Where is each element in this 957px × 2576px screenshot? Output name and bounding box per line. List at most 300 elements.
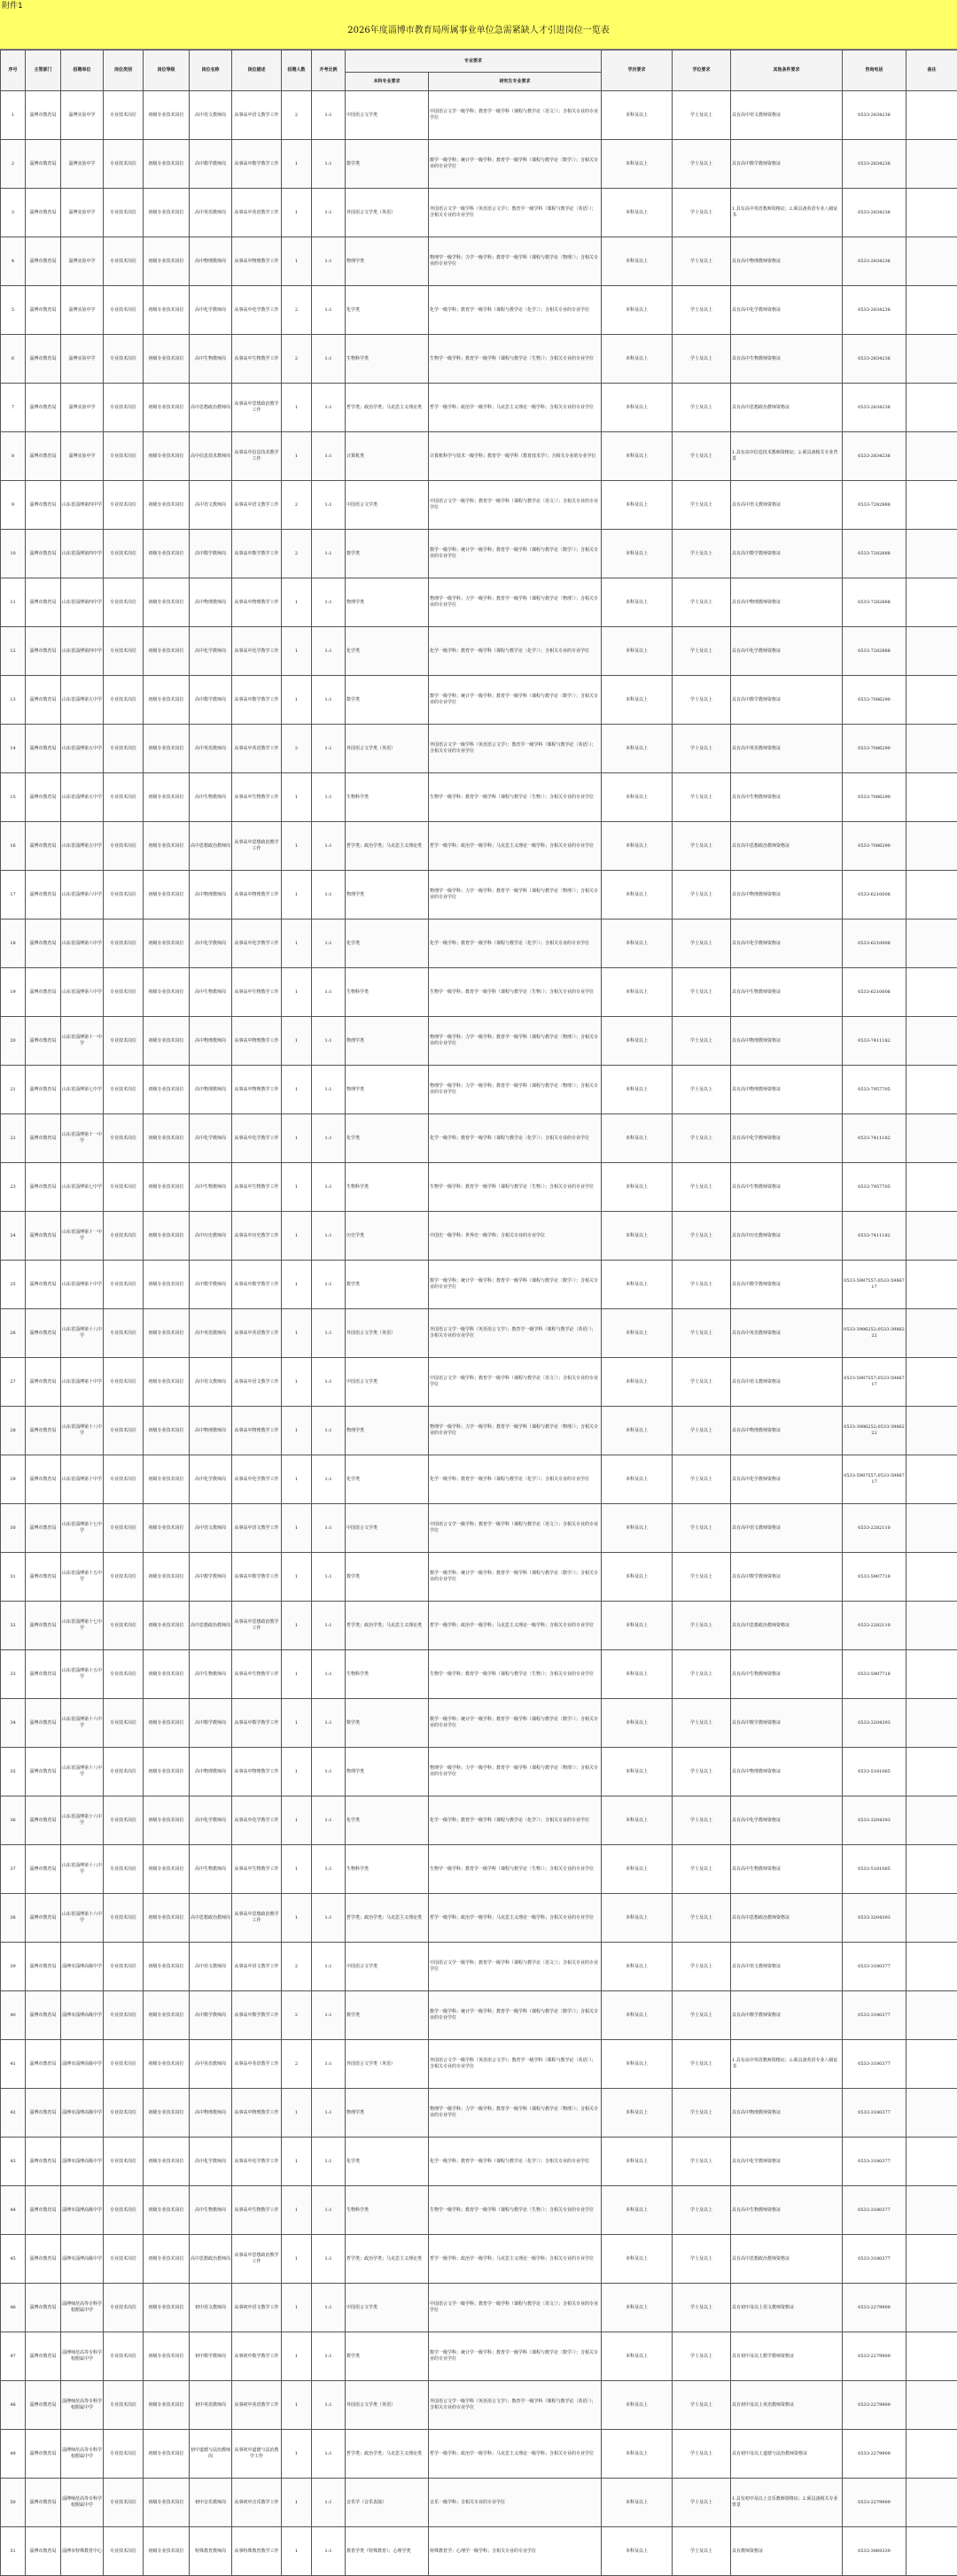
- cell-level: 初级专业技术岗位: [144, 578, 190, 627]
- cell-deg-req: 学士及以上: [673, 189, 731, 237]
- cell-grad-req: 外国语言文学一级学科（英语语言文学）；教育学一级学科（课程与教学论〔英语〕）；含相关专业的专业学位: [429, 1309, 602, 1358]
- cell-note: [906, 1748, 957, 1796]
- cell-note: [906, 627, 957, 676]
- cell-degree: 本科及以上: [602, 1699, 673, 1748]
- cell-other: 具有高中历史教师资格证: [731, 1212, 843, 1261]
- cell-major-dir: 生物科学类: [346, 968, 429, 1017]
- cell-post-name: 高中物理教师岗: [190, 1017, 232, 1066]
- cell-unit: 山东省淄博第六中学: [61, 968, 104, 1017]
- cell-dept: 淄博市教育局: [26, 1163, 61, 1212]
- cell-count: 1: [282, 2186, 312, 2235]
- cell-phone: 0533-3180377: [843, 1943, 906, 1991]
- cell-other: 具有高中物理教师资格证: [731, 871, 843, 919]
- cell-level: 初级专业技术岗位: [144, 2381, 190, 2430]
- cell-other: 具有高中物理教师资格证: [731, 1017, 843, 1066]
- cell-deg-req: 学士及以上: [673, 1991, 731, 2040]
- cell-note: [906, 1504, 957, 1553]
- cell-ratio: 1:1: [312, 1553, 346, 1602]
- cell-degree: 本科及以上: [602, 2430, 673, 2479]
- cell-category: 专业技术岗位: [104, 1894, 144, 1943]
- cell-deg-req: 学士及以上: [673, 530, 731, 578]
- cell-grad-req: 哲学一级学科；政治学一级学科；马克思主义理论一级学科；含相关专业的专业学位: [429, 1894, 602, 1943]
- cell-other: 具有高中生物教师资格证: [731, 1163, 843, 1212]
- cell-count: 2: [282, 481, 312, 530]
- cell-level: 初级专业技术岗位: [144, 1943, 190, 1991]
- cell-count: 1: [282, 140, 312, 189]
- cell-degree: 本科及以上: [602, 2138, 673, 2186]
- cell-note: [906, 481, 957, 530]
- cell-grad-req: 物理学一级学科；力学一级学科；教育学一级学科（课程与教学论〔物理〕）；含相关专业的专业学位: [429, 1748, 602, 1796]
- cell-seq: 6: [1, 335, 26, 384]
- cell-deg-req: 学士及以上: [673, 1309, 731, 1358]
- cell-note: [906, 530, 957, 578]
- cell-note: [906, 1407, 957, 1455]
- cell-level: 初级专业技术岗位: [144, 2284, 190, 2332]
- cell-note: [906, 91, 957, 140]
- cell-count: 1: [282, 676, 312, 725]
- cell-unit: 山东省淄博第十中学: [61, 1455, 104, 1504]
- cell-ratio: 1:1: [312, 1358, 346, 1407]
- cell-category: 专业技术岗位: [104, 2040, 144, 2089]
- cell-dept: 淄博市教育局: [26, 2430, 61, 2479]
- cell-note: [906, 2040, 957, 2089]
- cell-count: 1: [282, 2527, 312, 2576]
- table-row: [1, 2040, 957, 2089]
- cell-level: 初级专业技术岗位: [144, 2430, 190, 2479]
- cell-seq: 41: [1, 2040, 26, 2089]
- cell-deg-req: 学士及以上: [673, 773, 731, 822]
- cell-dept: 淄博市教育局: [26, 1894, 61, 1943]
- cell-category: 专业技术岗位: [104, 968, 144, 1017]
- cell-unit: 淄博市淄博高级中学: [61, 1943, 104, 1991]
- cell-category: 专业技术岗位: [104, 1212, 144, 1261]
- cell-unit: 山东省淄博第十一中学: [61, 1017, 104, 1066]
- cell-post-name: 高中物理教师岗: [190, 871, 232, 919]
- cell-major-dir: 物理学类: [346, 1748, 429, 1796]
- cell-ratio: 1:1: [312, 773, 346, 822]
- cell-level: 初级专业技术岗位: [144, 1261, 190, 1309]
- table-row: [1, 1309, 957, 1358]
- cell-count: 1: [282, 2235, 312, 2284]
- table-row: [1, 2089, 957, 2138]
- cell-level: 初级专业技术岗位: [144, 91, 190, 140]
- cell-dept: 淄博市教育局: [26, 1650, 61, 1699]
- cell-ratio: 1:1: [312, 2479, 346, 2527]
- cell-grad-req: 化学一级学科；教育学一级学科（课程与教学论〔化学〕）；含相关专业的专业学位: [429, 2138, 602, 2186]
- cell-deg-req: 学士及以上: [673, 1504, 731, 1553]
- cell-major-dir: 计算机类: [346, 432, 429, 481]
- table-row: [1, 2381, 957, 2430]
- cell-note: [906, 1163, 957, 1212]
- cell-major-dir: 数学类: [346, 140, 429, 189]
- cell-grad-req: 数学一级学科；统计学一级学科；教育学一级学科（课程与教学论〔数学〕）；含相关专业的专业学位: [429, 1991, 602, 2040]
- cell-phone: 0533-3986252;0533-3986222: [843, 1407, 906, 1455]
- cell-level: 初级专业技术岗位: [144, 286, 190, 335]
- cell-ratio: 1:1: [312, 1748, 346, 1796]
- cell-other: 具有高中生物教师资格证: [731, 335, 843, 384]
- cell-level: 初级专业技术岗位: [144, 2479, 190, 2527]
- cell-desc: 从事初中道德与法治教学工作: [232, 2430, 282, 2479]
- cell-seq: 20: [1, 1017, 26, 1066]
- cell-grad-req: 中国语言文学一级学科；教育学一级学科（课程与教学论〔语文〕）；含相关专业的专业学位: [429, 1504, 602, 1553]
- cell-note: [906, 1602, 957, 1650]
- cell-note: [906, 2479, 957, 2527]
- cell-seq: 34: [1, 1699, 26, 1748]
- cell-dept: 淄博市教育局: [26, 1943, 61, 1991]
- cell-desc: 从事高中思想政治教学工作: [232, 822, 282, 871]
- table-row: [1, 1455, 957, 1504]
- cell-phone: 0533-2834236: [843, 91, 906, 140]
- cell-unit: 山东省淄博第六中学: [61, 919, 104, 968]
- cell-ratio: 1:1: [312, 1212, 346, 1261]
- cell-note: [906, 773, 957, 822]
- cell-unit: 山东省淄博第四中学: [61, 530, 104, 578]
- cell-deg-req: 学士及以上: [673, 676, 731, 725]
- cell-seq: 42: [1, 2089, 26, 2138]
- cell-unit: 淄博实验中学: [61, 237, 104, 286]
- cell-note: [906, 2235, 957, 2284]
- cell-dept: 淄博市教育局: [26, 2089, 61, 2138]
- cell-major-dir: 数学类: [346, 1553, 429, 1602]
- cell-ratio: 1:1: [312, 1894, 346, 1943]
- cell-deg-req: 学士及以上: [673, 822, 731, 871]
- cell-seq: 5: [1, 286, 26, 335]
- cell-seq: 39: [1, 1943, 26, 1991]
- cell-seq: 35: [1, 1748, 26, 1796]
- cell-dept: 淄博市教育局: [26, 140, 61, 189]
- cell-note: [906, 189, 957, 237]
- cell-desc: 从事高中信息技术教学工作: [232, 432, 282, 481]
- cell-other: 具有高中生物教师资格证: [731, 773, 843, 822]
- cell-grad-req: 物理学一级学科；力学一级学科；教育学一级学科（课程与教学论〔物理〕）；含相关专业的专业学位: [429, 1017, 602, 1066]
- cell-category: 专业技术岗位: [104, 1017, 144, 1066]
- cell-other: 具有高中英语教师资格证: [731, 1309, 843, 1358]
- cell-desc: 从事特殊教育教学工作: [232, 2527, 282, 2576]
- cell-count: 1: [282, 1602, 312, 1650]
- cell-other: 具有高中数学教师资格证: [731, 1699, 843, 1748]
- cell-major-dir: 外国语言文学类（英语）: [346, 2381, 429, 2430]
- cell-seq: 44: [1, 2186, 26, 2235]
- cell-grad-req: 哲学一级学科；政治学一级学科；马克思主义理论一级学科；含相关专业的专业学位: [429, 1602, 602, 1650]
- cell-phone: 0533-3180377: [843, 1991, 906, 2040]
- cell-dept: 淄博市教育局: [26, 237, 61, 286]
- cell-ratio: 1:1: [312, 1066, 346, 1114]
- cell-unit: 淄博实验中学: [61, 189, 104, 237]
- cell-note: [906, 1309, 957, 1358]
- cell-level: 初级专业技术岗位: [144, 1602, 190, 1650]
- cell-deg-req: 学士及以上: [673, 481, 731, 530]
- cell-unit: 山东省淄博第五中学: [61, 725, 104, 773]
- cell-desc: 从事高中英语教学工作: [232, 1309, 282, 1358]
- cell-post-name: 高中生物教师岗: [190, 335, 232, 384]
- cell-level: 初级专业技术岗位: [144, 968, 190, 1017]
- cell-category: 专业技术岗位: [104, 1943, 144, 1991]
- cell-phone: 0533-2279909: [843, 2479, 906, 2527]
- cell-seq: 12: [1, 627, 26, 676]
- cell-grad-req: 物理学一级学科；力学一级学科；教育学一级学科（课程与教学论〔物理〕）；含相关专业的专业学位: [429, 578, 602, 627]
- cell-dept: 淄博市教育局: [26, 822, 61, 871]
- cell-deg-req: 学士及以上: [673, 335, 731, 384]
- cell-desc: 从事高中思想政治教学工作: [232, 1894, 282, 1943]
- cell-post-name: 初中数学教师岗: [190, 2332, 232, 2381]
- cell-level: 初级专业技术岗位: [144, 2235, 190, 2284]
- cell-unit: 山东省淄博第十五中学: [61, 1553, 104, 1602]
- table-row: [1, 1991, 957, 2040]
- cell-seq: 28: [1, 1407, 26, 1455]
- cell-major-dir: 物理学类: [346, 871, 429, 919]
- cell-desc: 从事高中英语教学工作: [232, 725, 282, 773]
- cell-note: [906, 1114, 957, 1163]
- cell-post-name: 高中生物教师岗: [190, 2186, 232, 2235]
- cell-count: 1: [282, 1066, 312, 1114]
- cell-desc: 从事高中数学教学工作: [232, 140, 282, 189]
- cell-ratio: 1:1: [312, 189, 346, 237]
- cell-grad-req: 数学一级学科；统计学一级学科；教育学一级学科（课程与教学论〔数学〕）；含相关专业的专业学位: [429, 676, 602, 725]
- cell-degree: 本科及以上: [602, 1261, 673, 1309]
- cell-category: 专业技术岗位: [104, 1309, 144, 1358]
- cell-other: 具有高中数学教师资格证: [731, 140, 843, 189]
- cell-count: 2: [282, 91, 312, 140]
- cell-ratio: 1:1: [312, 1309, 346, 1358]
- cell-degree: 本科及以上: [602, 2332, 673, 2381]
- cell-desc: 从事高中生物教学工作: [232, 1163, 282, 1212]
- cell-dept: 淄博市教育局: [26, 286, 61, 335]
- cell-phone: 0533-2834236: [843, 140, 906, 189]
- table-row: [1, 1163, 957, 1212]
- cell-count: 1: [282, 822, 312, 871]
- cell-deg-req: 学士及以上: [673, 968, 731, 1017]
- cell-degree: 本科及以上: [602, 676, 673, 725]
- cell-level: 初级专业技术岗位: [144, 871, 190, 919]
- cell-degree: 本科及以上: [602, 335, 673, 384]
- table-row: [1, 773, 957, 822]
- cell-major-dir: 中国语言文学类: [346, 1943, 429, 1991]
- cell-dept: 淄博市教育局: [26, 2527, 61, 2576]
- cell-note: [906, 335, 957, 384]
- cell-dept: 淄博市教育局: [26, 335, 61, 384]
- cell-note: [906, 1943, 957, 1991]
- attachment-label: 附件1: [0, 0, 957, 12]
- table-row: [1, 1504, 957, 1553]
- cell-phone: 0533-3204393: [843, 1699, 906, 1748]
- cell-ratio: 1:1: [312, 432, 346, 481]
- cell-unit: 山东省淄博第七中学: [61, 1066, 104, 1114]
- cell-post-name: 高中物理教师岗: [190, 237, 232, 286]
- cell-deg-req: 学士及以上: [673, 2186, 731, 2235]
- table-row: [1, 1699, 957, 1748]
- cell-level: 初级专业技术岗位: [144, 627, 190, 676]
- cell-other: 具有高中生物教师资格证: [731, 968, 843, 1017]
- cell-post-name: 高中数学教师岗: [190, 140, 232, 189]
- cell-count: 1: [282, 237, 312, 286]
- cell-other: 具有高中生物教师资格证: [731, 2186, 843, 2235]
- cell-seq: 14: [1, 725, 26, 773]
- cell-deg-req: 学士及以上: [673, 1017, 731, 1066]
- cell-degree: 本科及以上: [602, 189, 673, 237]
- cell-category: 专业技术岗位: [104, 335, 144, 384]
- cell-ratio: 1:1: [312, 968, 346, 1017]
- cell-degree: 本科及以上: [602, 2527, 673, 2576]
- cell-dept: 淄博市教育局: [26, 2138, 61, 2186]
- cell-post-name: 高中生物教师岗: [190, 1845, 232, 1894]
- cell-post-name: 高中思想政治教师岗: [190, 1894, 232, 1943]
- cell-seq: 24: [1, 1212, 26, 1261]
- cell-degree: 本科及以上: [602, 286, 673, 335]
- cell-grad-req: 数学一级学科；统计学一级学科；教育学一级学科（课程与教学论〔数学〕）；含相关专业的专业学位: [429, 1699, 602, 1748]
- cell-dept: 淄博市教育局: [26, 676, 61, 725]
- cell-seq: 22: [1, 1114, 26, 1163]
- cell-post-name: 高中英语教师岗: [190, 1309, 232, 1358]
- cell-seq: 23: [1, 1163, 26, 1212]
- cell-unit: 山东省淄博第五中学: [61, 822, 104, 871]
- cell-unit: 山东省淄博第七中学: [61, 1163, 104, 1212]
- cell-level: 初级专业技术岗位: [144, 1553, 190, 1602]
- cell-grad-req: 生物学一级学科；教育学一级学科（课程与教学论〔生物〕）；含相关专业的专业学位: [429, 2186, 602, 2235]
- cell-degree: 本科及以上: [602, 1943, 673, 1991]
- cell-other: 具有高中物理教师资格证: [731, 1407, 843, 1455]
- cell-count: 1: [282, 1212, 312, 1261]
- cell-degree: 本科及以上: [602, 2479, 673, 2527]
- cell-other: 具有高中思想政治教师资格证: [731, 2235, 843, 2284]
- cell-other: 具有高中数学教师资格证: [731, 1261, 843, 1309]
- cell-degree: 本科及以上: [602, 1163, 673, 1212]
- cell-ratio: 1:1: [312, 1163, 346, 1212]
- cell-ratio: 1:1: [312, 1407, 346, 1455]
- cell-other: 具有初中及以上道德与法治教师资格证: [731, 2430, 843, 2479]
- cell-dept: 淄博市教育局: [26, 91, 61, 140]
- table-row: [1, 1212, 957, 1261]
- cell-deg-req: 学士及以上: [673, 1650, 731, 1699]
- cell-level: 初级专业技术岗位: [144, 1650, 190, 1699]
- cell-degree: 本科及以上: [602, 627, 673, 676]
- cell-degree: 本科及以上: [602, 919, 673, 968]
- cell-ratio: 1:1: [312, 1845, 346, 1894]
- cell-desc: 从事初中数学教学工作: [232, 2332, 282, 2381]
- cell-phone: 0533-2282110: [843, 1504, 906, 1553]
- table-row: [1, 140, 957, 189]
- cell-other: 具有高中物理教师资格证: [731, 237, 843, 286]
- cell-ratio: 1:1: [312, 2089, 346, 2138]
- cell-phone: 0533-7411182: [843, 1017, 906, 1066]
- cell-seq: 50: [1, 2479, 26, 2527]
- cell-unit: 淄博市淄博高级中学: [61, 2235, 104, 2284]
- cell-major-dir: 数学类: [346, 1699, 429, 1748]
- cell-ratio: 1:1: [312, 237, 346, 286]
- cell-phone: 0533-5987557;0533-5986717: [843, 1358, 906, 1407]
- cell-post-name: 高中思想政治教师岗: [190, 2235, 232, 2284]
- cell-phone: 0533-7086290: [843, 725, 906, 773]
- cell-category: 专业技术岗位: [104, 1991, 144, 2040]
- cell-desc: 从事高中思想政治教学工作: [232, 1602, 282, 1650]
- cell-dept: 淄博市教育局: [26, 1358, 61, 1407]
- cell-grad-req: 计算机科学与技术一级学科；教育学一级学科（教育技术学）；含相关专业的专业学位: [429, 432, 602, 481]
- col-header-seq: 序号: [1, 50, 26, 91]
- cell-phone: 0533-2834236: [843, 286, 906, 335]
- cell-count: 1: [282, 1163, 312, 1212]
- cell-category: 专业技术岗位: [104, 1748, 144, 1796]
- cell-category: 专业技术岗位: [104, 1504, 144, 1553]
- cell-note: [906, 2332, 957, 2381]
- cell-grad-req: 化学一级学科；教育学一级学科（课程与教学论〔化学〕）；含相关专业的专业学位: [429, 1796, 602, 1845]
- cell-other: 具有高中化学教师资格证: [731, 627, 843, 676]
- cell-degree: 本科及以上: [602, 2381, 673, 2430]
- cell-seq: 45: [1, 2235, 26, 2284]
- col-header-dept: 主管部门: [26, 50, 61, 91]
- table-row: [1, 335, 957, 384]
- cell-phone: 0533-5181065: [843, 1845, 906, 1894]
- cell-seq: 30: [1, 1504, 26, 1553]
- cell-degree: 本科及以上: [602, 1114, 673, 1163]
- cell-degree: 本科及以上: [602, 1455, 673, 1504]
- cell-desc: 从事高中物理教学工作: [232, 1407, 282, 1455]
- cell-grad-req: 物理学一级学科；力学一级学科；教育学一级学科（课程与教学论〔物理〕）；含相关专业的专业学位: [429, 2089, 602, 2138]
- table-row: [1, 2138, 957, 2186]
- col-header-phone: 咨询电话: [843, 50, 906, 91]
- cell-other: 具有初中及以上英语教师资格证: [731, 2381, 843, 2430]
- table-row: [1, 2527, 957, 2576]
- cell-grad-req: 物理学一级学科；力学一级学科；教育学一级学科（课程与教学论〔物理〕）；含相关专业的专业学位: [429, 1066, 602, 1114]
- cell-level: 初级专业技术岗位: [144, 2186, 190, 2235]
- cell-dept: 淄博市教育局: [26, 1212, 61, 1261]
- cell-other: 1.具有高中英语教师资格证；2.须具备英语专业八级证书: [731, 2040, 843, 2089]
- cell-seq: 11: [1, 578, 26, 627]
- cell-deg-req: 学士及以上: [673, 1455, 731, 1504]
- cell-category: 专业技术岗位: [104, 2381, 144, 2430]
- cell-count: 1: [282, 1455, 312, 1504]
- col-header-post-name: 岗位名称: [190, 50, 232, 91]
- cell-seq: 29: [1, 1455, 26, 1504]
- cell-degree: 本科及以上: [602, 1650, 673, 1699]
- cell-major-dir: 数学类: [346, 1261, 429, 1309]
- table-row: [1, 1845, 957, 1894]
- cell-degree: 本科及以上: [602, 1602, 673, 1650]
- cell-category: 专业技术岗位: [104, 286, 144, 335]
- col-header-category: 岗位类别: [104, 50, 144, 91]
- cell-ratio: 1:1: [312, 286, 346, 335]
- table-row: [1, 871, 957, 919]
- cell-deg-req: 学士及以上: [673, 1796, 731, 1845]
- cell-other: 具有初中及以上语文教师资格证: [731, 2284, 843, 2332]
- cell-deg-req: 学士及以上: [673, 140, 731, 189]
- cell-level: 初级专业技术岗位: [144, 481, 190, 530]
- table-row: [1, 578, 957, 627]
- cell-other: 具有高中化学教师资格证: [731, 919, 843, 968]
- cell-seq: 16: [1, 822, 26, 871]
- cell-note: [906, 1212, 957, 1261]
- cell-category: 专业技术岗位: [104, 2138, 144, 2186]
- cell-other: 具有高中思想政治教师资格证: [731, 384, 843, 432]
- table-row: [1, 2430, 957, 2479]
- cell-note: [906, 1894, 957, 1943]
- cell-note: [906, 968, 957, 1017]
- cell-deg-req: 学士及以上: [673, 1163, 731, 1212]
- col-header-other: 其他条件要求: [731, 50, 843, 91]
- cell-post-name: 高中物理教师岗: [190, 1748, 232, 1796]
- cell-major-dir: 哲学类；政治学类；马克思主义理论类: [346, 2430, 429, 2479]
- cell-count: 1: [282, 1894, 312, 1943]
- cell-deg-req: 学士及以上: [673, 2527, 731, 2576]
- cell-phone: 0533-7411182: [843, 1212, 906, 1261]
- cell-dept: 淄博市教育局: [26, 1455, 61, 1504]
- cell-level: 初级专业技术岗位: [144, 1748, 190, 1796]
- cell-other: 具有高中数学教师资格证: [731, 1553, 843, 1602]
- cell-category: 专业技术岗位: [104, 919, 144, 968]
- col-header-grad-req: 研究生专业要求: [429, 73, 602, 91]
- cell-post-name: 初中音乐教师岗: [190, 2479, 232, 2527]
- table-row: [1, 1602, 957, 1650]
- cell-desc: 从事高中物理教学工作: [232, 1066, 282, 1114]
- cell-unit: 山东省淄博第六中学: [61, 871, 104, 919]
